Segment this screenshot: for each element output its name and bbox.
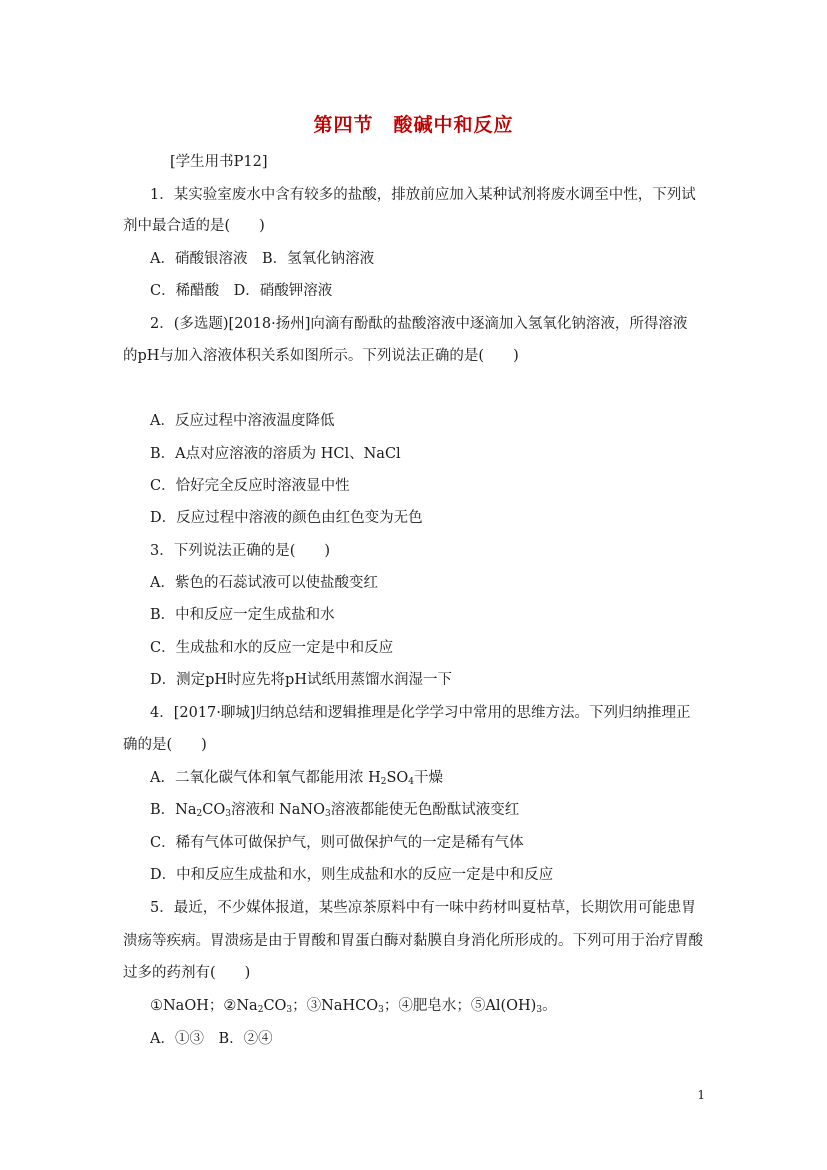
q4-stem-line1: 4．[2017·聊城]归纳总结和逻辑推理是化学学习中常用的思维方法。下列归纳推理正 (150, 705, 691, 721)
q5-stem-line2: 溃疡等疾病。胃溃疡是由于胃酸和胃蛋白酶对黏膜自身消化所形成的。下列可用于治疗胃酸 (123, 933, 703, 949)
q5-stem-line3: 过多的药剂有( ) (123, 965, 251, 981)
q3-option-c: C．生成盐和水的反应一定是中和反应 (150, 640, 394, 656)
q2-option-b: B．A点对应溶液的溶质为 HCl、NaCl (150, 446, 401, 462)
q5-options-ab: A．①③ B．②④ (150, 1031, 273, 1047)
q2-stem-line1: 2．(多选题)[2018·扬州]向滴有酚酞的盐酸溶液中逐滴加入氢氧化钠溶液，所得溶液 (150, 316, 688, 332)
q2-option-a: A．反应过程中溶液温度降低 (150, 413, 335, 429)
q4-stem-line2: 确的是( ) (123, 737, 207, 753)
q1-options-cd: C．稀醋酸 D．硝酸钾溶液 (150, 283, 333, 299)
q4-option-a: A．二氧化碳气体和氧气都能用浓 $H_2SO_4$干燥 (150, 770, 444, 787)
q1-stem-line1: 1．某实验室废水中含有较多的盐酸，排放前应加入某种试剂将废水调至中性，下列试 (150, 187, 696, 203)
q4-option-d: D．中和反应生成盐和水，则生成盐和水的反应一定是中和反应 (150, 867, 554, 883)
q5-stem-line1: 5．最近，不少媒体报道，某些凉茶原料中有一味中药材叫夏枯草，长期饮用可能患胃 (150, 900, 696, 916)
section-title: 第四节 酸碱中和反应 (313, 114, 514, 136)
q1-options-ab: A．硝酸银溶液 B．氢氧化钠溶液 (150, 251, 375, 267)
q2-stem-line2: 的pH与加入溶液体积关系如图所示。下列说法正确的是( ) (123, 348, 519, 364)
q5-drug-list: ①NaOH；$②Na_2CO_3$；③NaHCO$_3$；④肥皂水；$⑤Al(OH)_3$。 (150, 998, 557, 1015)
q3-option-a: A．紫色的石蕊试液可以使盐酸变红 (150, 575, 378, 591)
page-number: 1 (697, 1088, 705, 1102)
q3-option-b: B．中和反应一定生成盐和水 (150, 607, 335, 623)
q3-stem: 3．下列说法正确的是( ) (150, 543, 331, 559)
q2-option-c: C．恰好完全反应时溶液显中性 (150, 478, 350, 494)
student-book-ref: [学生用书P12] (170, 154, 268, 170)
q4-option-b: B．$Na_2CO_3$溶液和 NaNO$_3$溶液都能使无色酚酞试液变红 (150, 802, 520, 819)
q4-option-c: C．稀有气体可做保护气，则可做保护气的一定是稀有气体 (150, 835, 524, 851)
q3-option-d: D．测定pH时应先将pH试纸用蒸馏水润湿一下 (150, 672, 452, 688)
q1-stem-line2: 剂中最合适的是( ) (123, 218, 265, 234)
q2-option-d: D．反应过程中溶液的颜色由红色变为无色 (150, 510, 423, 526)
